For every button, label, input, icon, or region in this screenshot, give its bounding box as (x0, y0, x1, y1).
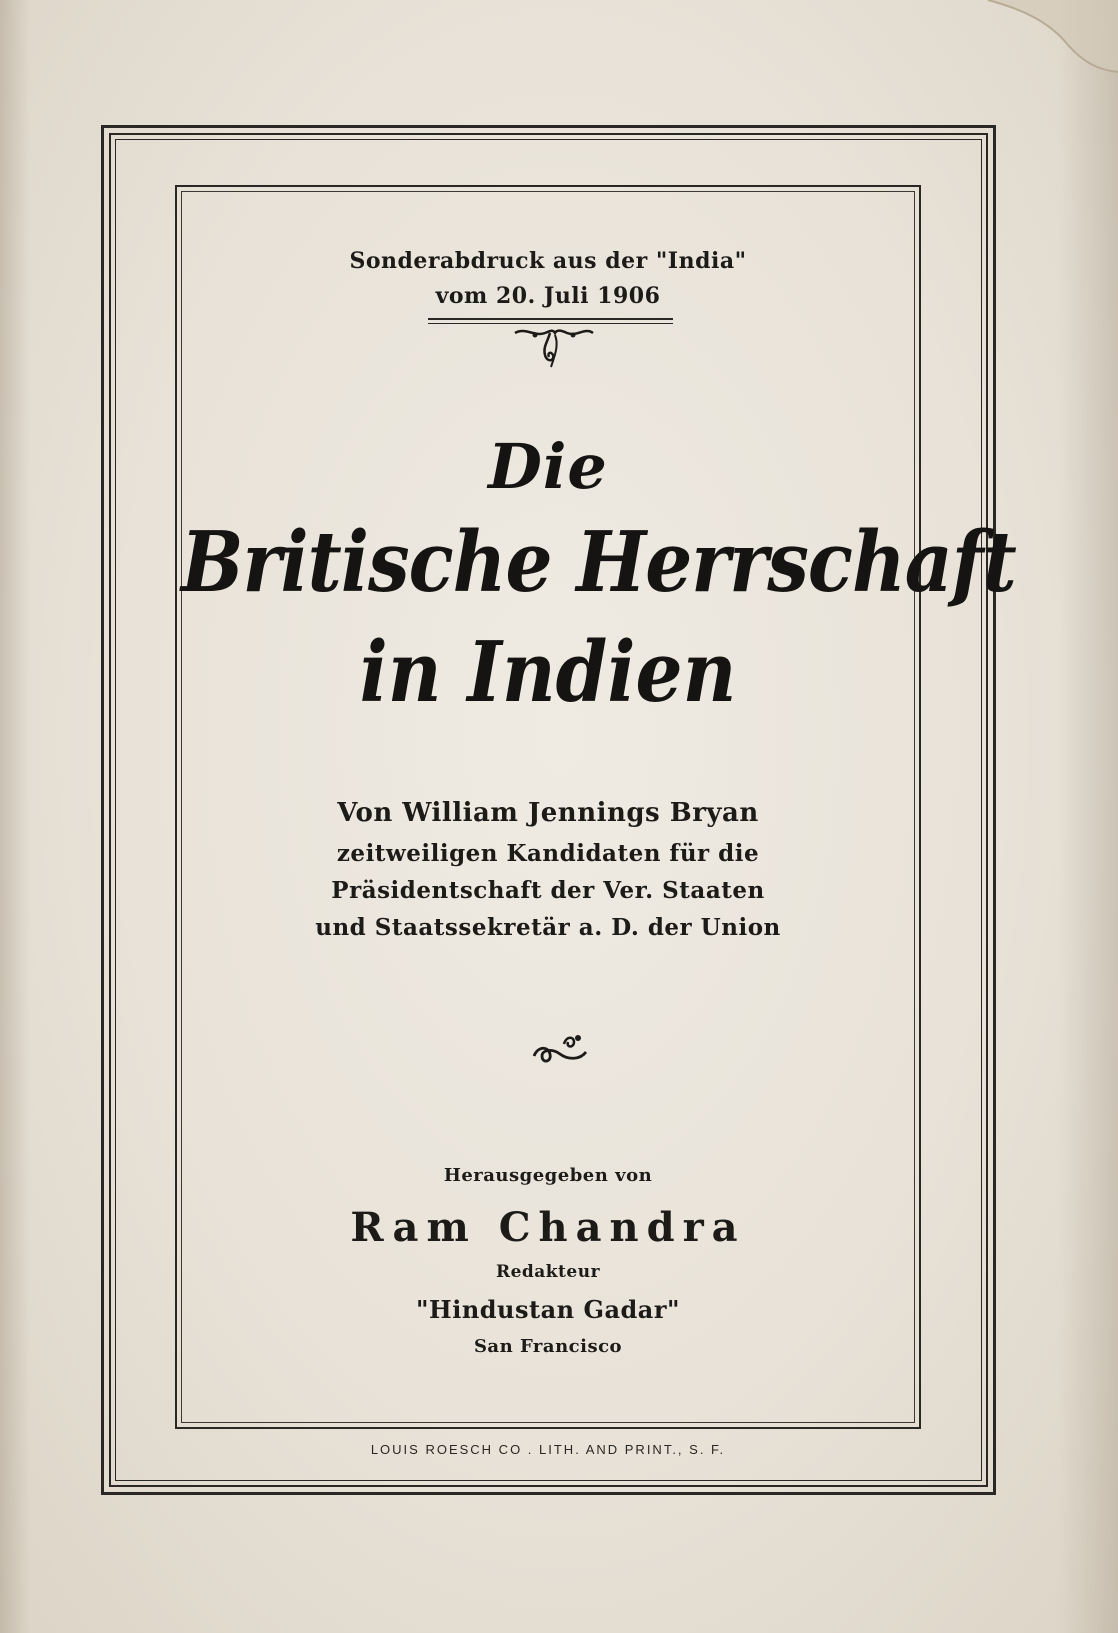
title-line3: in Indien (359, 624, 737, 722)
reprint-notice-line1: Sonderabdruck aus der "India" (349, 248, 747, 274)
reprint-rule-thin (428, 323, 673, 324)
author-name: Von William Jennings Bryan (337, 798, 759, 828)
torn-corner (958, 0, 1118, 120)
publisher-name: Ram Chandra (350, 1204, 746, 1251)
author-description-line2: Präsidentschaft der Ver. Staaten (331, 877, 765, 904)
publisher-city: San Francisco (473, 1336, 623, 1357)
publisher-intro: Herausgegeben von (443, 1165, 653, 1186)
paper-shade-left (0, 0, 30, 1633)
ornament-flourish-icon (505, 325, 595, 375)
publisher-role: Redakteur (495, 1262, 601, 1282)
author-description-line3: und Staatssekretär a. D. der Union (315, 914, 781, 941)
author-description-line1: zeitweiligen Kandidaten für die (336, 840, 760, 867)
title-line1: Die (488, 430, 608, 503)
ornament-fleuron-icon (530, 1030, 590, 1066)
reprint-notice-line2: vom 20. Juli 1906 (435, 283, 661, 309)
printer-imprint: LOUIS ROESCH CO . LITH. AND PRINT., S. F. (370, 1442, 726, 1457)
reprint-rule (428, 318, 673, 320)
paper-shade-right (1058, 0, 1118, 1633)
publisher-newspaper: "Hindustan Gadar" (416, 1295, 680, 1324)
title-line2: Britische Herrschaft (181, 514, 1016, 612)
